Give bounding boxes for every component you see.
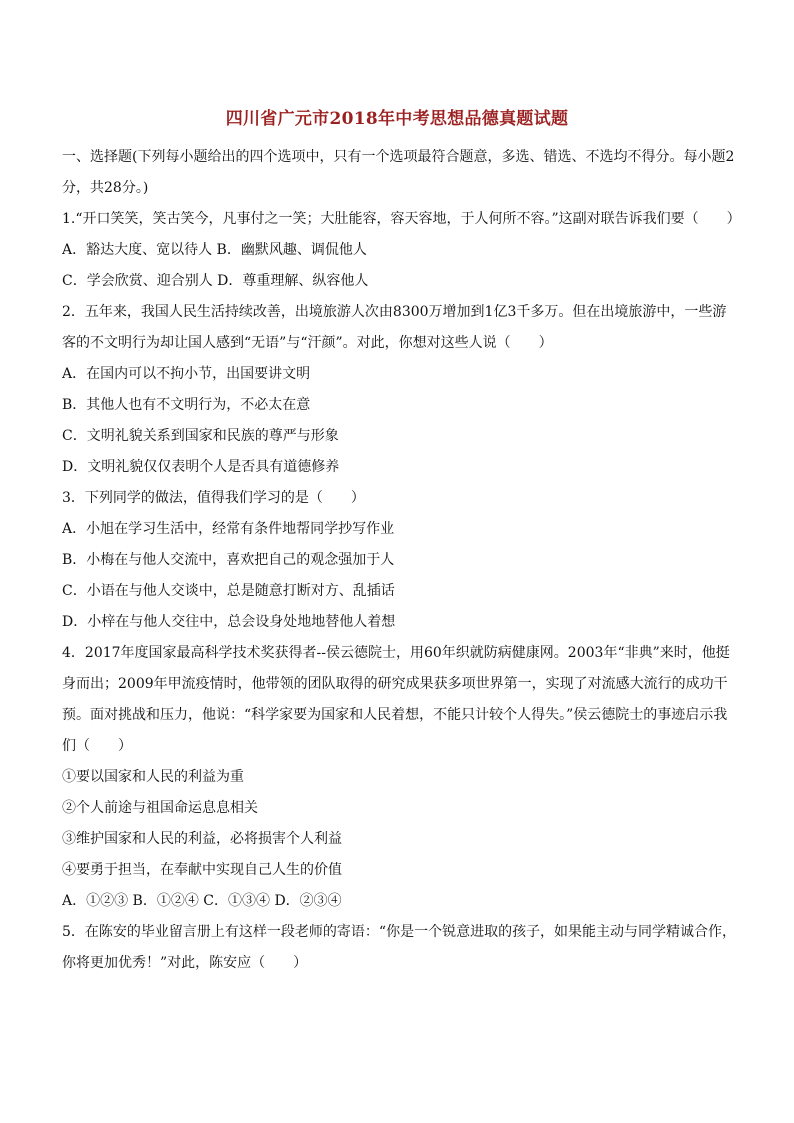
question-2-option-b: B．其他人也有不文明行为，不必太在意 (62, 397, 311, 413)
question-2-option-a: A．在国内可以不拘小节，出国要讲文明 (62, 366, 311, 382)
question-4-statement-3: ③维护国家和人民的利益，必将损害个人利益 (62, 831, 342, 847)
question-1-option-ab: A．豁达大度、宽以待人 B．幽默风趣、调侃他人 (62, 242, 367, 258)
question-1-stem: 1.“开口笑笑，笑古笑今，凡事付之一笑；大肚能容，容天容地，于人何所不容。”这副对联告诉我们要（ ） (62, 211, 741, 227)
question-4-statement-2: ②个人前途与祖国命运息息相关 (62, 800, 258, 816)
question-3-option-c: C．小语在与他人交谈中，总是随意打断对方、乱插话 (62, 583, 395, 599)
question-3-option-b: B．小梅在与他人交流中，喜欢把自己的观念强加于人 (62, 552, 395, 568)
question-4-statement-1: ①要以国家和人民的利益为重 (62, 769, 244, 785)
question-3-option-d: D．小梓在与他人交往中，总会设身处地地替他人着想 (62, 614, 396, 630)
question-2-stem: 2．五年来，我国人民生活持续改善，出境旅游人次由8300万增加到1亿3千多万。但在出境旅游中，一些游客的不文明行为却让国人感到“无语”与“汗颜”。对此，你想对这些人说（ ） (62, 304, 727, 351)
section-header: 一、选择题(下列每小题给出的四个选项中，只有一个选项最符合题意，多选、错选、不选均不得分。每小题2分，共28分。) (62, 149, 735, 196)
question-4-statement-4: ④要勇于担当，在奉献中实现自己人生的价值 (62, 862, 342, 878)
question-2-option-d: D．文明礼貌仅仅表明个人是否具有道德修养 (62, 459, 340, 475)
question-4-options: A．①②③ B．①②④ C．①③④ D．②③④ (62, 893, 342, 909)
question-1-option-cd: C．学会欣赏、迎合别人 D．尊重理解、纵容他人 (62, 273, 369, 289)
question-3-option-a: A．小旭在学习生活中，经常有条件地帮同学抄写作业 (62, 521, 395, 537)
document-body (62, 142, 741, 979)
page-title: 四川省广元市2018年中考思想品德真题试题 (225, 109, 569, 129)
question-3-stem: 3．下列同学的做法，值得我们学习的是（ ） (62, 490, 365, 506)
question-2-option-c: C．文明礼貌关系到国家和民族的尊严与形象 (62, 428, 339, 444)
question-5-stem: 5．在陈安的毕业留言册上有这样一段老师的寄语：“你是一个锐意进取的孩子，如果能主动与同学精诚合作，你将更加优秀！”对此，陈安应（ ） (62, 924, 737, 971)
question-4-stem: 4．2017年度国家最高科学技术奖获得者--侯云德院士，用60年织就防病健康网。2003年“非典”来时，他挺身而出；2009年甲流疫情时，他带领的团队取得的研究成果获多项世界第一，实现了对流感大流行的成功干预。面对挑战和压力，他说：“科学家要为国家和人民着想，不能只计较个人得失。”侯云德院士的事迹启示我们（ ） (62, 645, 730, 754)
